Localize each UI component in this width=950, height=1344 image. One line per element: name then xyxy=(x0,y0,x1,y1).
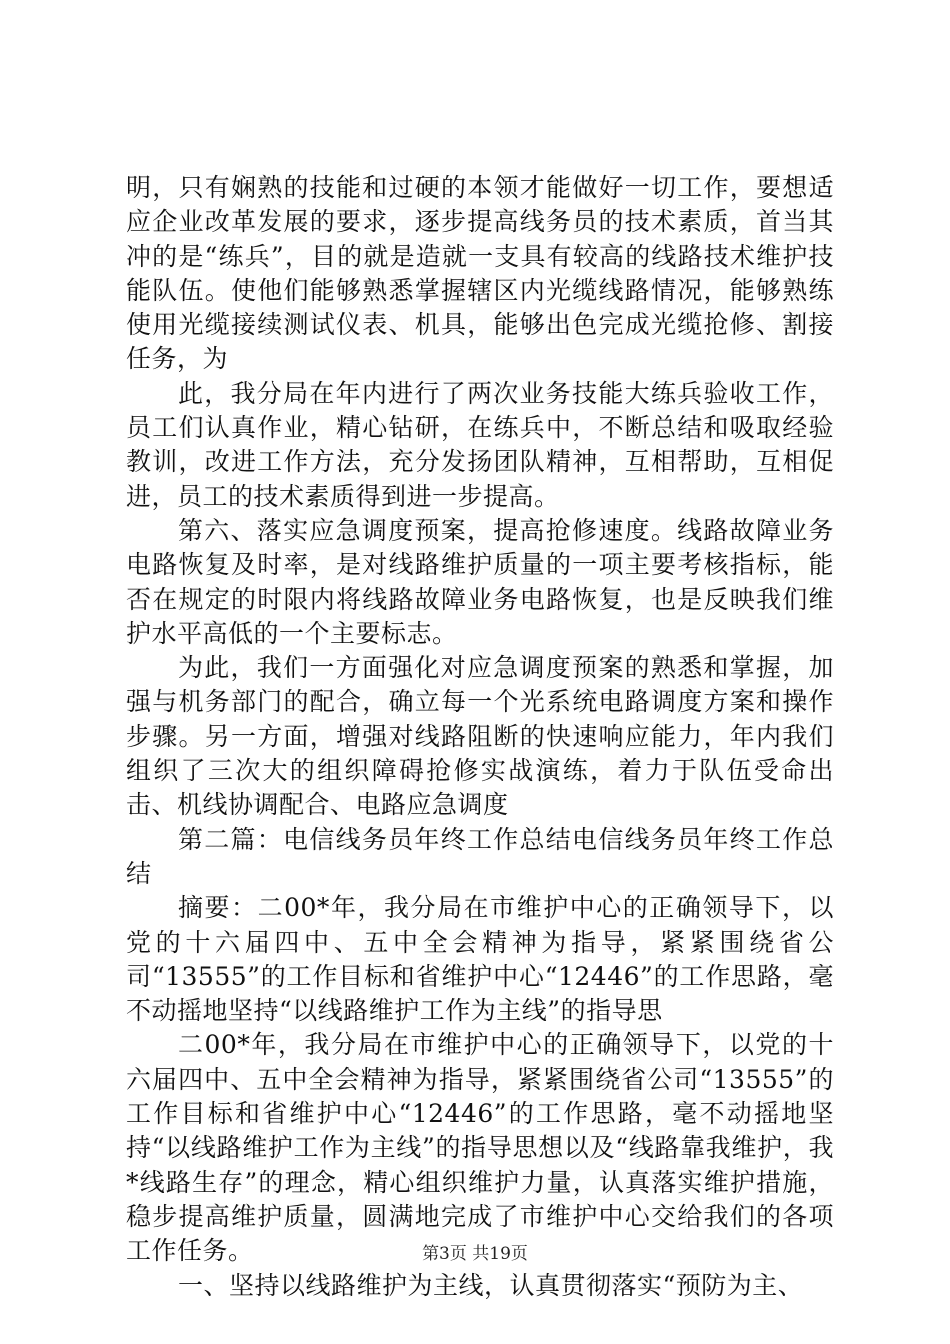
section-heading-part-two: 第二篇：电信线务员年终工作总结电信线务员年终工作总结 xyxy=(126,824,834,888)
paragraph-emergency-dispatch: 为此，我们一方面强化对应急调度预案的熟悉和掌握，加强与机务部门的配合，确立每一个光系统电路调度方案和操作步骤。另一方面，增强对线路阻断的快速响应能力，年内我们组织了三次大的组织障碍抢修实战演练，着力于队伍受命出击、机线协调配合、电路应急调度 xyxy=(126,653,834,820)
paragraph-year-summary: 二00*年，我分局在市维护中心的正确领导下，以党的十六届四中、五中全会精神为指导，紧紧围绕省公司“13555”的工作目标和省维护中心“12446”的工作思路，毫不动摇地坚持“以线路维护工作为主线”的指导思想以及“线路靠我维护，我*线路生存”的理念，精心组织维护力量，认真落实维护措施，稳步提高维护质量，圆满地完成了市维护中心交给我们的各项工作任务。 xyxy=(126,1030,834,1266)
paragraph-training-result: 此，我分局在年内进行了两次业务技能大练兵验收工作，员工们认真作业，精心钻研，在练兵中，不断总结和吸取经验教训，改进工作方法，充分发扬团队精神，互相帮助，互相促进，员工的技术素质得到进一步提高。 xyxy=(126,378,834,511)
page-footer: 第3页 共19页 xyxy=(422,1244,528,1264)
paragraph-continuation: 明，只有娴熟的技能和过硬的本领才能做好一切工作，要想适应企业改革发展的要求，逐步提高线务员的技术素质，首当其冲的是“练兵”，目的就是造就一支具有较高的线路技术维护技能队伍。使他们能够熟悉掌握辖区内光缆线路情况，能够熟练使用光缆接续测试仪表、机具，能够出色完成光缆抢修、割接任务，为 xyxy=(126,173,834,374)
paragraph-section-six: 第六、落实应急调度预案，提高抢修速度。线路故障业务电路恢复及时率，是对线路维护质量的一项主要考核指标，能否在规定的时限内将线路故障业务电路恢复，也是反映我们维护水平高低的一个主要标志。 xyxy=(126,515,834,648)
paragraph-abstract: 摘要：二00*年，我分局在市维护中心的正确领导下，以党的十六届四中、五中全会精神为指导，紧紧围绕省公司“13555”的工作目标和省维护中心“12446”的工作思路，毫不动摇地坚持“以线路维护工作为主线”的指导思 xyxy=(126,893,834,1026)
document-body xyxy=(126,171,834,1303)
paragraph-section-one: 一、坚持以线路维护为主线，认真贯彻落实“预防为主、 xyxy=(178,1270,804,1300)
